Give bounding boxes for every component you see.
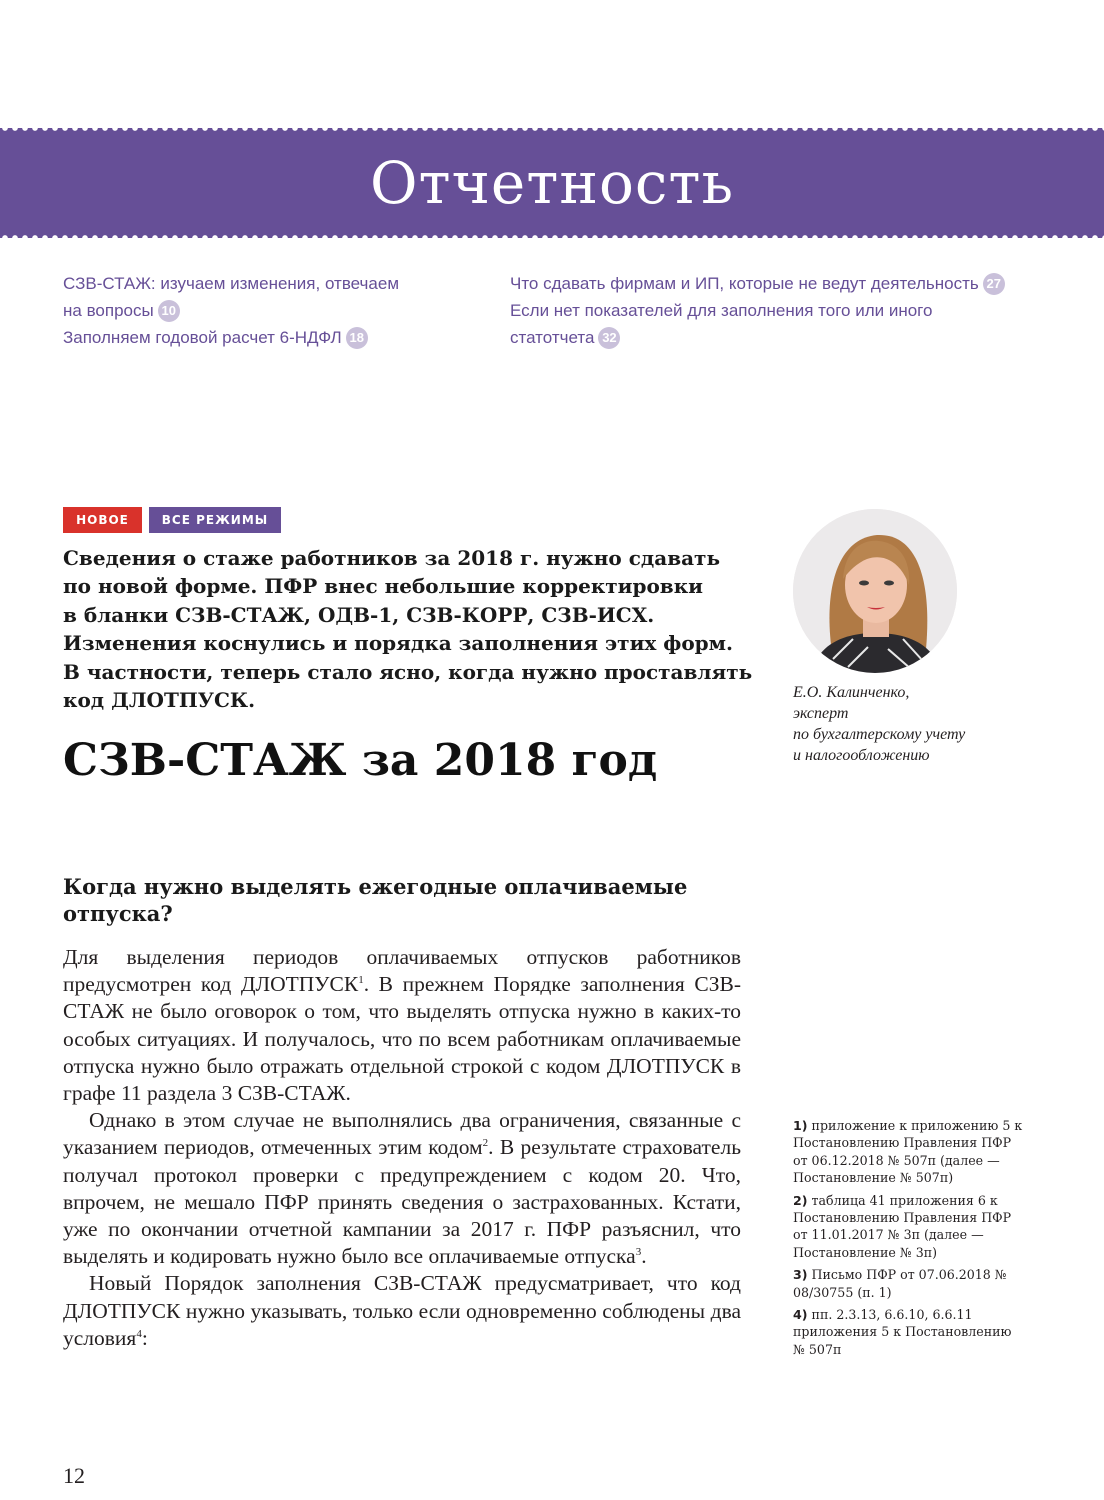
toc-page-badge: 32: [598, 327, 620, 349]
author-photo: [793, 509, 957, 673]
lead-line: в бланки СЗВ-СТАЖ, ОДВ-1, СЗВ-КОРР, СЗВ-ИСХ.: [63, 602, 655, 627]
tag-new: НОВОЕ: [63, 507, 142, 533]
toc-item-text: Если нет показателей для заполнения того или иного: [510, 301, 933, 320]
toc-item[interactable]: [510, 270, 1005, 297]
footnotes: [793, 1117, 1023, 1363]
body-paragraph: Новый Порядок заполнения СЗВ-СТАЖ предусматривает, что код ДЛОТПУСК нужно указывать, только если одновременно соблюдены два условия$^4$:: [63, 1271, 741, 1350]
lead-line: код ДЛОТПУСК.: [63, 688, 256, 713]
footnote: 1) приложение к приложению 5 к Постановлению Правления ПФР от 06.12.2018 № 507п (далее — Постановление № 507п): [793, 1118, 1023, 1186]
toc-item[interactable]: [63, 324, 399, 351]
footnote-ref[interactable]: 2: [482, 1137, 489, 1150]
toc-page-badge: 27: [983, 273, 1005, 295]
author-role: и налогообложению: [793, 747, 930, 764]
toc-item[interactable]: [63, 297, 399, 324]
lead-line: Сведения о стаже работников за 2018 г. нужно сдавать: [63, 546, 721, 570]
toc-item-text: Что сдавать фирмам и ИП, которые не ведут деятельность: [510, 274, 979, 293]
toc-item-text: Заполняем годовой расчет 6-НДФЛ: [63, 328, 342, 347]
author-name: Е.О. Калинченко,: [793, 684, 910, 701]
lead-line: Изменения коснулись и порядка заполнения этих форм.: [63, 631, 733, 656]
author-role: по бухгалтерскому учету: [793, 726, 966, 743]
lead-line: В частности, теперь стало ясно, когда нужно проставлять: [63, 659, 753, 684]
article-subheading: Когда нужно выделять ежегодные оплачиваемые отпуска?: [63, 874, 688, 926]
lead-line: по новой форме. ПФР внес небольшие корректировки: [63, 574, 703, 599]
section-banner: [0, 128, 1104, 238]
article-headline: СЗВ-СТАЖ за 2018 год: [63, 735, 658, 786]
toc-page-badge: 18: [346, 327, 368, 349]
toc-item-text: СЗВ-СТАЖ: изучаем изменения, отвечаем: [63, 274, 400, 293]
lead-paragraph: [63, 544, 763, 714]
footnote: 4) пп. 2.3.13, 6.6.10, 6.6.11 приложения 5 к Постановлению № 507п: [793, 1307, 1012, 1357]
toc-item-text: на вопросы: [63, 301, 154, 320]
footnote-ref[interactable]: 4: [136, 1327, 142, 1340]
footnote: 2) таблица 41 приложения 6 к Постановлению Правления ПФР от 11.01.2017 № 3п (далее — Постановление № 3п): [793, 1192, 1012, 1260]
author-portrait: [793, 509, 957, 673]
toc-item-text: статотчета: [510, 328, 595, 347]
tag-all-modes: ВСЕ РЕЖИМЫ: [149, 507, 281, 533]
footnote-ref[interactable]: 3: [635, 1246, 642, 1259]
body-paragraph: Однако в этом случае не выполнялись два ограничения, связанные с указанием периодов, отмеченных этим кодом$^2$. В результате страхователь получал протокол проверки с предупреждением с кодом 20. Что, впрочем, не мешало ПФР принять сведения о застрахованных. Кстати, уже по окончании отчетной кампании за 2017 г. ПФР разъяснил, что выделять и кодировать нужно было все оплачиваемые отпуска$^3$.: [63, 1108, 742, 1269]
body-paragraph: Для выделения периодов оплачиваемых отпусков работников предусмотрен код ДЛОТПУСК$^1$. В прежнем Порядке заполнения СЗВ-СТАЖ не было оговорок о том, что выделять отпуска нужно в каких-то особых ситуациях. И получалось, что по всем работникам оплачиваемые отпуска нужно было отражать отдельной строкой с кодом ДЛОТПУСК в графе 11 раздела 3 СЗВ-СТАЖ.: [63, 945, 741, 1106]
toc-item[interactable]: [510, 297, 1005, 324]
footnote-ref[interactable]: 1: [358, 974, 364, 987]
section-title: Отчетность: [369, 149, 735, 217]
toc-left-column: [63, 270, 399, 351]
toc-page-badge: 10: [158, 300, 180, 322]
toc-right-column: [510, 270, 1005, 351]
footnote: 3) Письмо ПФР от 07.06.2018 № 08/30755 (п. 1): [793, 1267, 1007, 1300]
toc-item[interactable]: [510, 324, 1005, 351]
toc-item[interactable]: [63, 270, 399, 297]
page-number: 12: [63, 1463, 85, 1488]
author-role: эксперт: [793, 705, 849, 722]
article-body: [63, 944, 741, 1352]
author-caption: [793, 682, 1023, 766]
